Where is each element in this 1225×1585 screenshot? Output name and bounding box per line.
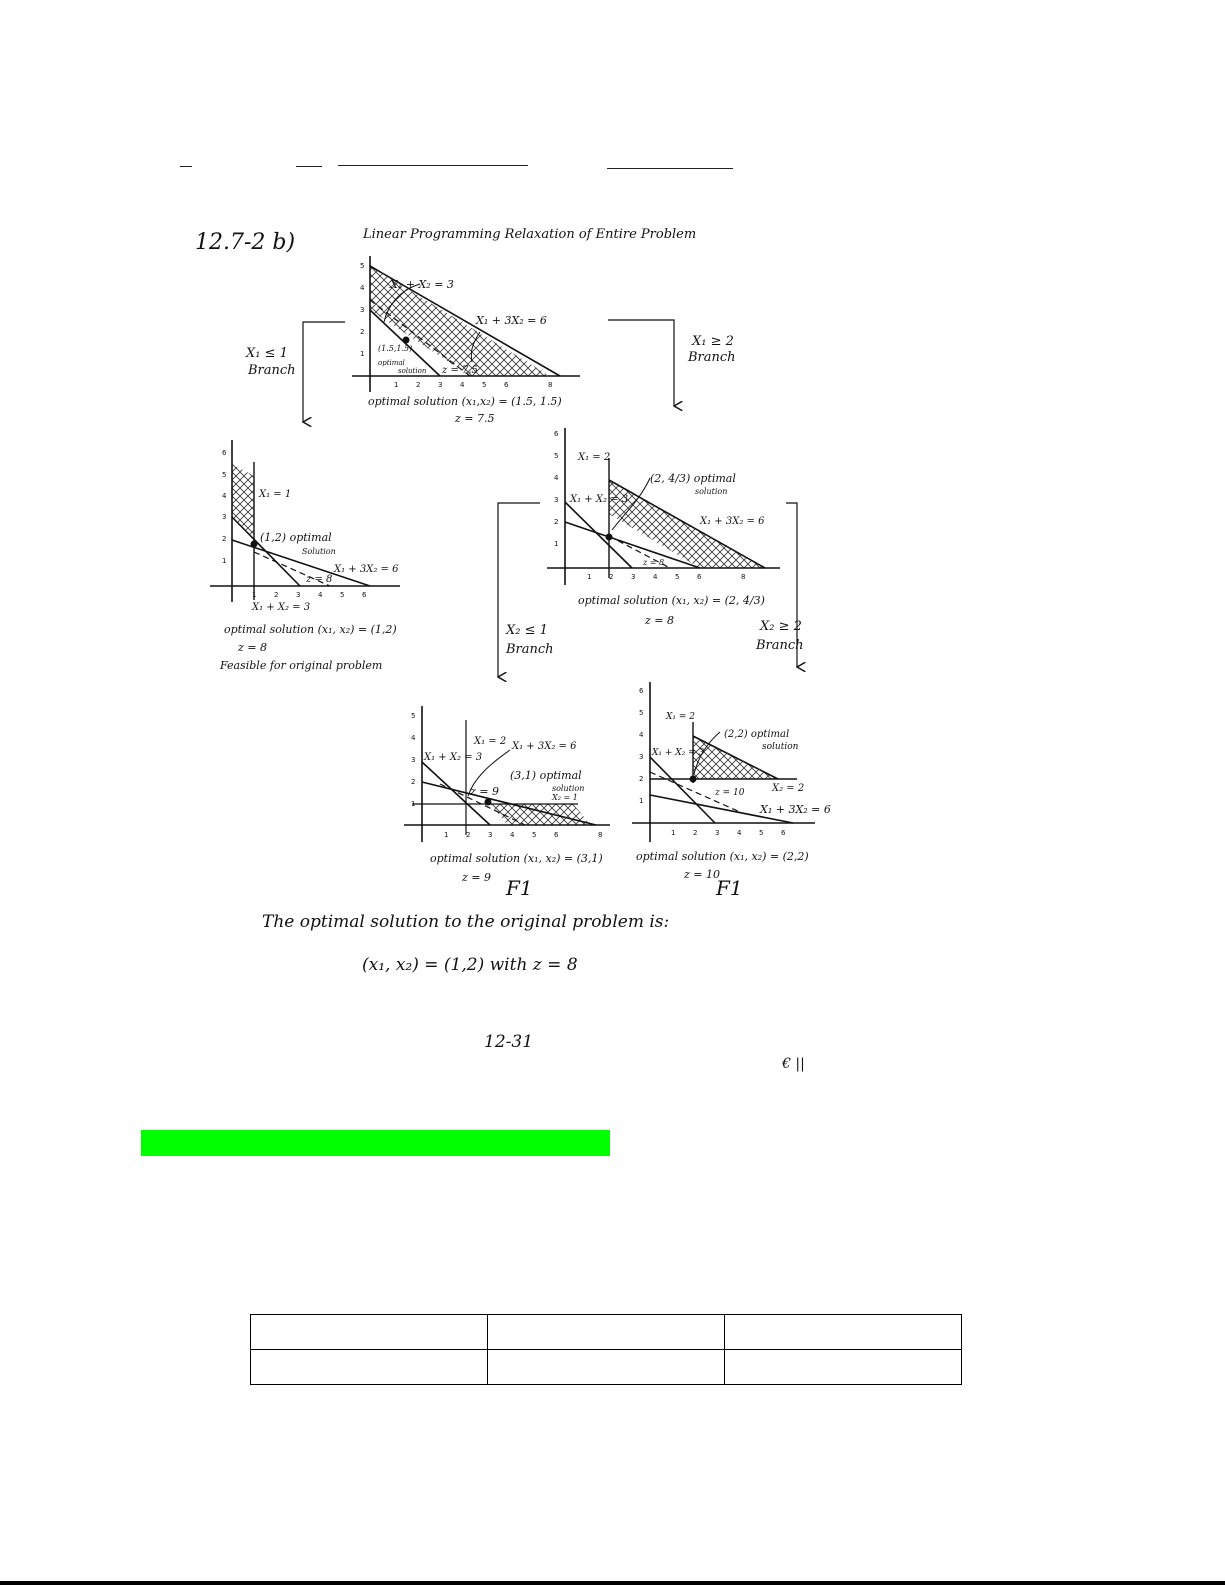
root-tick-x: 4 [460,381,465,389]
right-tick-x: 2 [609,573,614,581]
left-line-c1 [232,517,300,586]
right-tick-y: 5 [554,452,559,460]
branch-left-cond: X₁ ≤ 1 [246,346,288,361]
table-row [251,1315,962,1350]
root-caption: optimal solution (x₁,x₂) = (1.5, 1.5) [368,395,562,408]
right-sol-word: solution [695,487,728,496]
root-tick-y: 3 [360,306,365,314]
root-tick-x: 3 [438,381,443,389]
left-label-c1: X₁ + X₂ = 3 [252,602,311,613]
root-z-line: z = 7.5 [442,365,478,376]
right-caption: optimal solution (x₁, x₂) = (2, 4/3) [578,594,765,607]
br-label-x1: X₁ = 2 [666,712,696,722]
right-tick-x: 6 [697,573,702,581]
bl-z-line: z = 9 [470,785,500,798]
left-tick-y: 2 [222,535,227,543]
table-cell [725,1315,962,1350]
bl-tick-y: 4 [411,734,416,742]
bl-tick-y: 3 [411,756,416,764]
empty-table [250,1314,962,1385]
bl-caption: optimal solution (x₁, x₂) = (3,1) [430,852,603,865]
left-tick-y: 6 [222,449,227,457]
right-tick-x: 1 [587,573,592,581]
br-tick-x: 5 [759,829,764,837]
left-graph [210,440,400,602]
bl-label-c2: X₁ + 3X₂ = 6 [512,741,577,752]
right-tick-y: 3 [554,496,559,504]
br-tick-y: 4 [639,731,644,739]
root-tick-x: 2 [416,381,421,389]
bl-label-x1: X₁ = 2 [474,736,507,747]
root-label-c2: X₁ + 3X₂ = 6 [476,314,547,327]
br-sol-word: solution [762,742,799,752]
right-point: (2, 4/3) optimal [650,472,736,485]
left-tick-x: 1 [252,591,257,599]
root-z-caption: z = 7.5 [455,412,495,425]
margin-scribble: € || [782,1056,805,1072]
root-title: Linear Programming Relaxation of Entire Problem [363,227,697,242]
left-tick-x: 6 [362,591,367,599]
branch-x2-le-word: Branch [506,642,554,657]
br-tick-x: 3 [715,829,720,837]
bl-point: (3,1) optimal [510,769,582,782]
page-bottom-border [0,1581,1225,1585]
br-fathom: F1 [716,876,743,900]
right-tick-y: 4 [554,474,559,482]
bl-tick-x: 8 [598,831,603,839]
conclusion-line-1: The optimal solution to the original problem is: [262,912,670,932]
br-tick-y: 2 [639,775,644,783]
right-tick-x: 8 [741,573,746,581]
bl-tick-y: 5 [411,712,416,720]
bl-label-x2: X₂ = 1 [552,793,578,802]
root-tick-y: 5 [360,262,365,270]
root-tick-x: 5 [482,381,487,389]
left-tick-x: 4 [318,591,323,599]
left-tick-y: 4 [222,492,227,500]
br-tick-x: 2 [693,829,698,837]
problem-id: 12.7-2 b) [195,230,296,255]
left-caption: optimal solution (x₁, x₂) = (1,2) [224,623,397,636]
br-label-c1: X₁ + X₂ = 3 [652,748,705,758]
bl-feasible-region [490,804,591,825]
right-z-caption: z = 8 [645,614,675,627]
bl-z-caption: z = 9 [462,871,492,884]
bl-tick-y: 2 [411,778,416,786]
br-tick-y: 5 [639,709,644,717]
bl-tick-x: 1 [444,831,449,839]
br-tick-y: 3 [639,753,644,761]
branch-left-word: Branch [248,363,296,378]
table-cell [251,1315,488,1350]
bl-tick-x: 5 [532,831,537,839]
branch-x2-ge-cond: X₂ ≥ 2 [760,619,802,634]
table-cell [488,1315,725,1350]
root-label-c1: X₁ + X₂ = 3 [390,278,454,291]
right-tick-y: 2 [554,518,559,526]
right-tick-x: 5 [675,573,680,581]
table-cell [251,1350,488,1385]
left-z-caption: z = 8 [238,641,268,654]
table-cell [725,1350,962,1385]
br-tick-x: 1 [671,829,676,837]
br-z-caption: z = 10 [684,868,721,881]
root-sol-word: solution [398,367,427,375]
right-label-x1: X₁ = 2 [578,452,611,463]
br-label-c2: X₁ + 3X₂ = 6 [760,803,831,816]
root-tick-y: 2 [360,328,365,336]
root-tick-x: 6 [504,381,509,389]
right-tick-x: 4 [653,573,658,581]
left-tick-x: 2 [274,591,279,599]
bl-tick-y: 1 [411,800,416,808]
root-tick-x: 8 [548,381,553,389]
root-opt-word: optimal [378,359,405,367]
right-tick-y: 1 [554,540,559,548]
bl-label-c1: X₁ + X₂ = 3 [424,752,483,763]
br-tick-y: 6 [639,687,644,695]
right-z-line: z = 8 [643,558,665,567]
root-tick-y: 4 [360,284,365,292]
left-feasible-note: Feasible for original problem [220,659,383,672]
bl-fathom: F1 [506,876,533,900]
conclusion-line-2: (x₁, x₂) = (1,2) with z = 8 [362,955,578,975]
left-tick-x: 3 [296,591,301,599]
br-tick-x: 4 [737,829,742,837]
left-label-x1: X₁ = 1 [259,489,292,500]
left-tick-y: 5 [222,471,227,479]
right-label-c2: X₁ + 3X₂ = 6 [700,516,765,527]
table-cell [488,1350,725,1385]
bl-tick-x: 4 [510,831,515,839]
right-tick-x: 3 [631,573,636,581]
bl-tick-x: 3 [488,831,493,839]
root-tick-y: 1 [360,350,365,358]
bl-tick-x: 2 [466,831,471,839]
br-tick-x: 6 [781,829,786,837]
root-tick-x: 1 [394,381,399,389]
left-point: (1,2) optimal [260,531,332,544]
left-z-line: z = 8 [306,574,333,585]
br-tick-y: 1 [639,797,644,805]
left-tick-y: 3 [222,513,227,521]
left-tick-x: 5 [340,591,345,599]
br-graph [632,682,815,842]
branch-x2-le-cond: X₂ ≤ 1 [506,623,548,638]
page-number: 12-31 [484,1032,534,1052]
br-point: (2,2) optimal [724,729,790,740]
table-row [251,1350,962,1385]
bl-sol-word: solution [552,784,585,793]
branch-right-word: Branch [688,350,736,365]
right-tick-y: 6 [554,430,559,438]
highlight-bar [141,1130,610,1156]
branch-x2-ge-word: Branch [756,638,804,653]
br-caption: optimal solution (x₁, x₂) = (2,2) [636,850,809,863]
br-label-x2: X₂ = 2 [772,783,805,794]
left-sol-word: Solution [302,547,336,556]
left-tick-y: 1 [222,557,227,565]
branch-right-cond: X₁ ≥ 2 [692,334,734,349]
root-point: (1.5,1.5) [378,344,413,353]
bl-tick-x: 6 [554,831,559,839]
br-z-line: z = 10 [715,788,745,798]
right-label-c1: X₁ + X₂ = 3 [570,494,629,505]
left-label-c2: X₁ + 3X₂ = 6 [334,564,399,575]
